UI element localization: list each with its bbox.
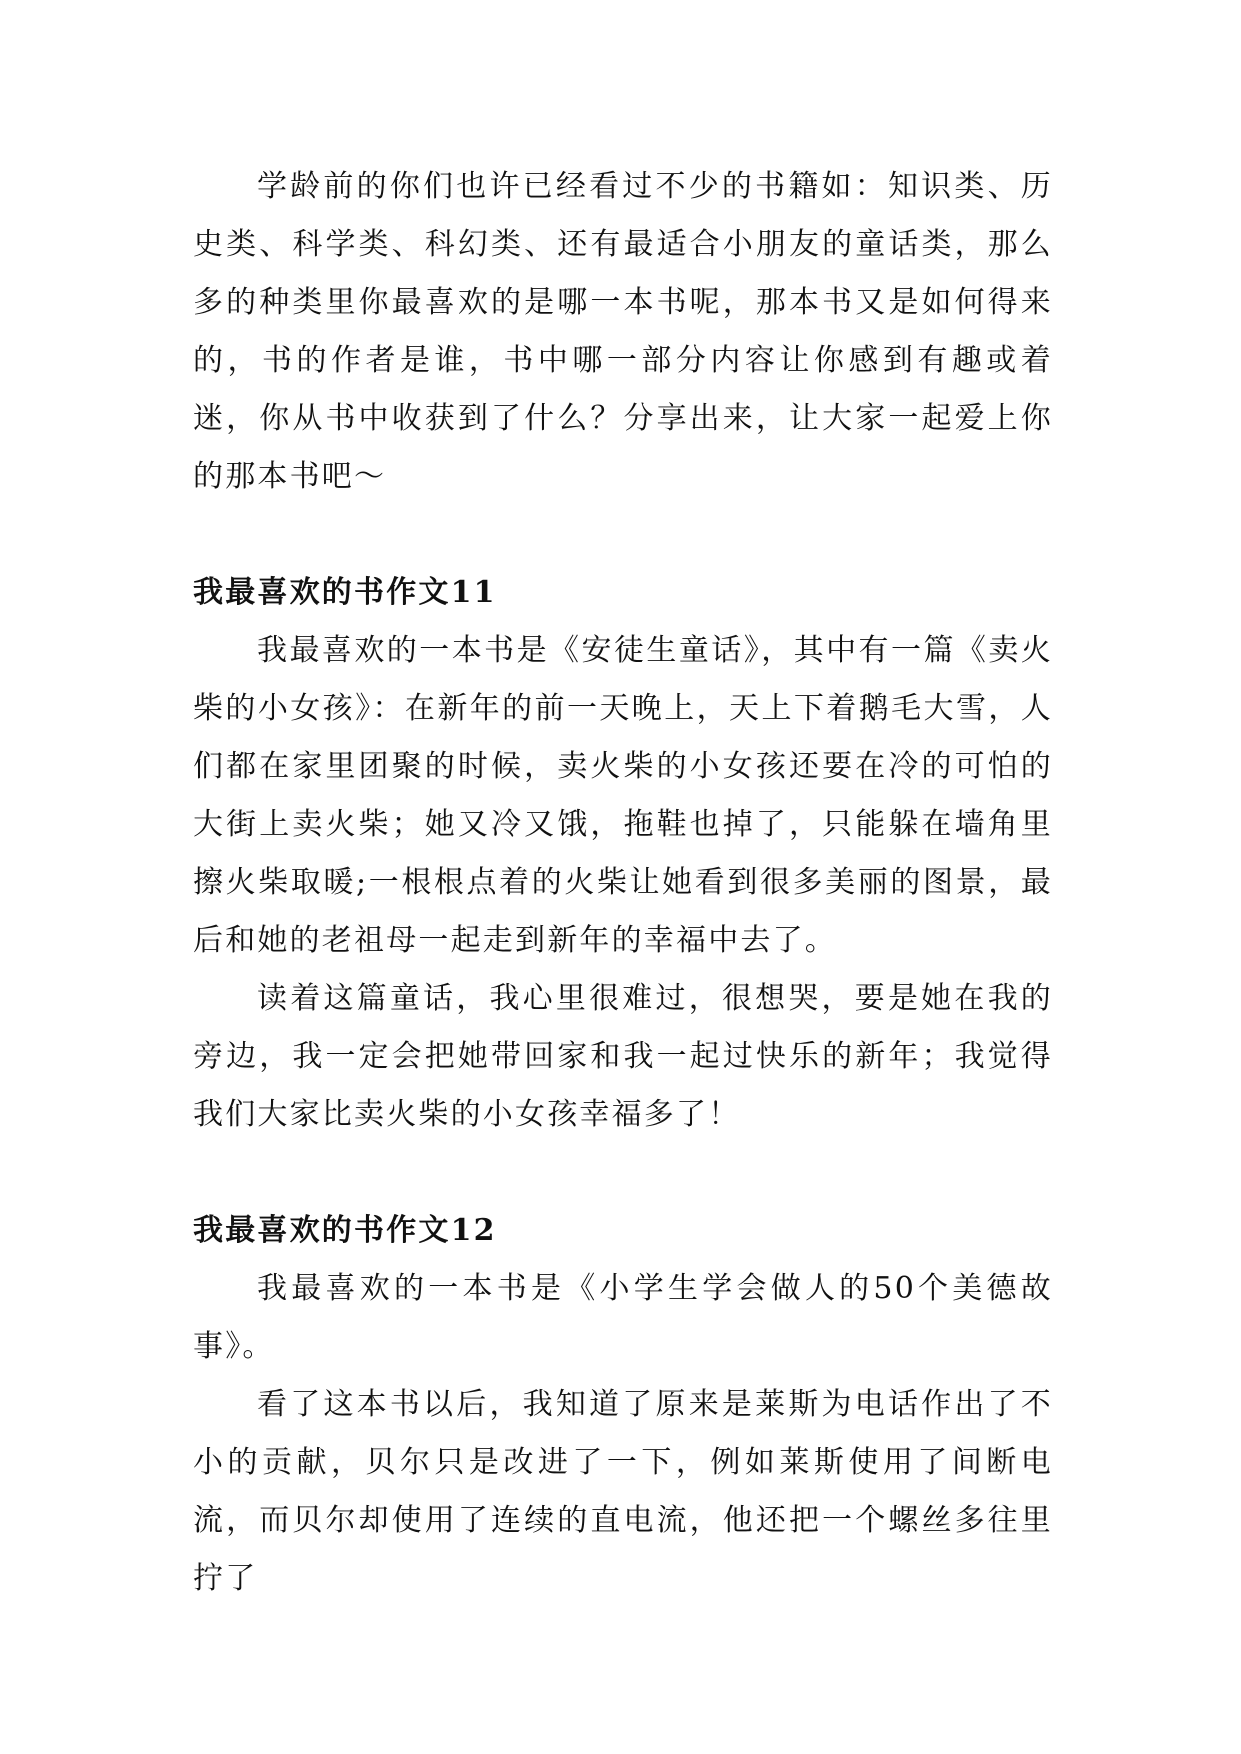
essay-title: 我最喜欢的书作文12	[193, 1213, 497, 1248]
essay-section-11	[193, 564, 1053, 1144]
essay-paragraph: 读着这篇童话，我心里很难过，很想哭，要是她在我的旁边，我一定会把她带回家和我一起过快乐的新年；我觉得我们大家比卖火柴的小女孩幸福多了！	[193, 981, 1053, 1132]
essay-paragraph: 我最喜欢的一本书是《小学生学会做人的50个美德故事》。	[193, 1271, 1053, 1364]
intro-paragraph: 学龄前的你们也许已经看过不少的书籍如：知识类、历史类、科学类、科幻类、还有最适合小朋友的童话类，那么多的种类里你最喜欢的是哪一本书呢，那本书又是如何得来的，书的作者是谁，书中哪一部分内容让你感到有趣或着迷，你从书中收获到了什么？分享出来，让大家一起爱上你的那本书吧～	[193, 169, 1053, 494]
section-spacer	[193, 1144, 1053, 1202]
essay-paragraph: 我最喜欢的一本书是《安徒生童话》，其中有一篇《卖火柴的小女孩》：在新年的前一天晚上，天上下着鹅毛大雪，人们都在家里团聚的时候，卖火柴的小女孩还要在冷的可怕的大街上卖火柴；她又冷又饿，拖鞋也掉了，只能躲在墙角里擦火柴取暖;一根根点着的火柴让她看到很多美丽的图景，最后和她的老祖母一起走到新年的幸福中去了。	[193, 633, 1053, 958]
essay-paragraph: 看了这本书以后，我知道了原来是莱斯为电话作出了不小的贡献，贝尔只是改进了一下，例如莱斯使用了间断电流，而贝尔却使用了连续的直电流，他还把一个螺丝多往里拧了	[193, 1387, 1053, 1596]
section-spacer	[193, 506, 1053, 564]
essay-section-12	[193, 1202, 1053, 1608]
essay-title: 我最喜欢的书作文11	[193, 575, 497, 610]
document-page	[193, 158, 1053, 1608]
